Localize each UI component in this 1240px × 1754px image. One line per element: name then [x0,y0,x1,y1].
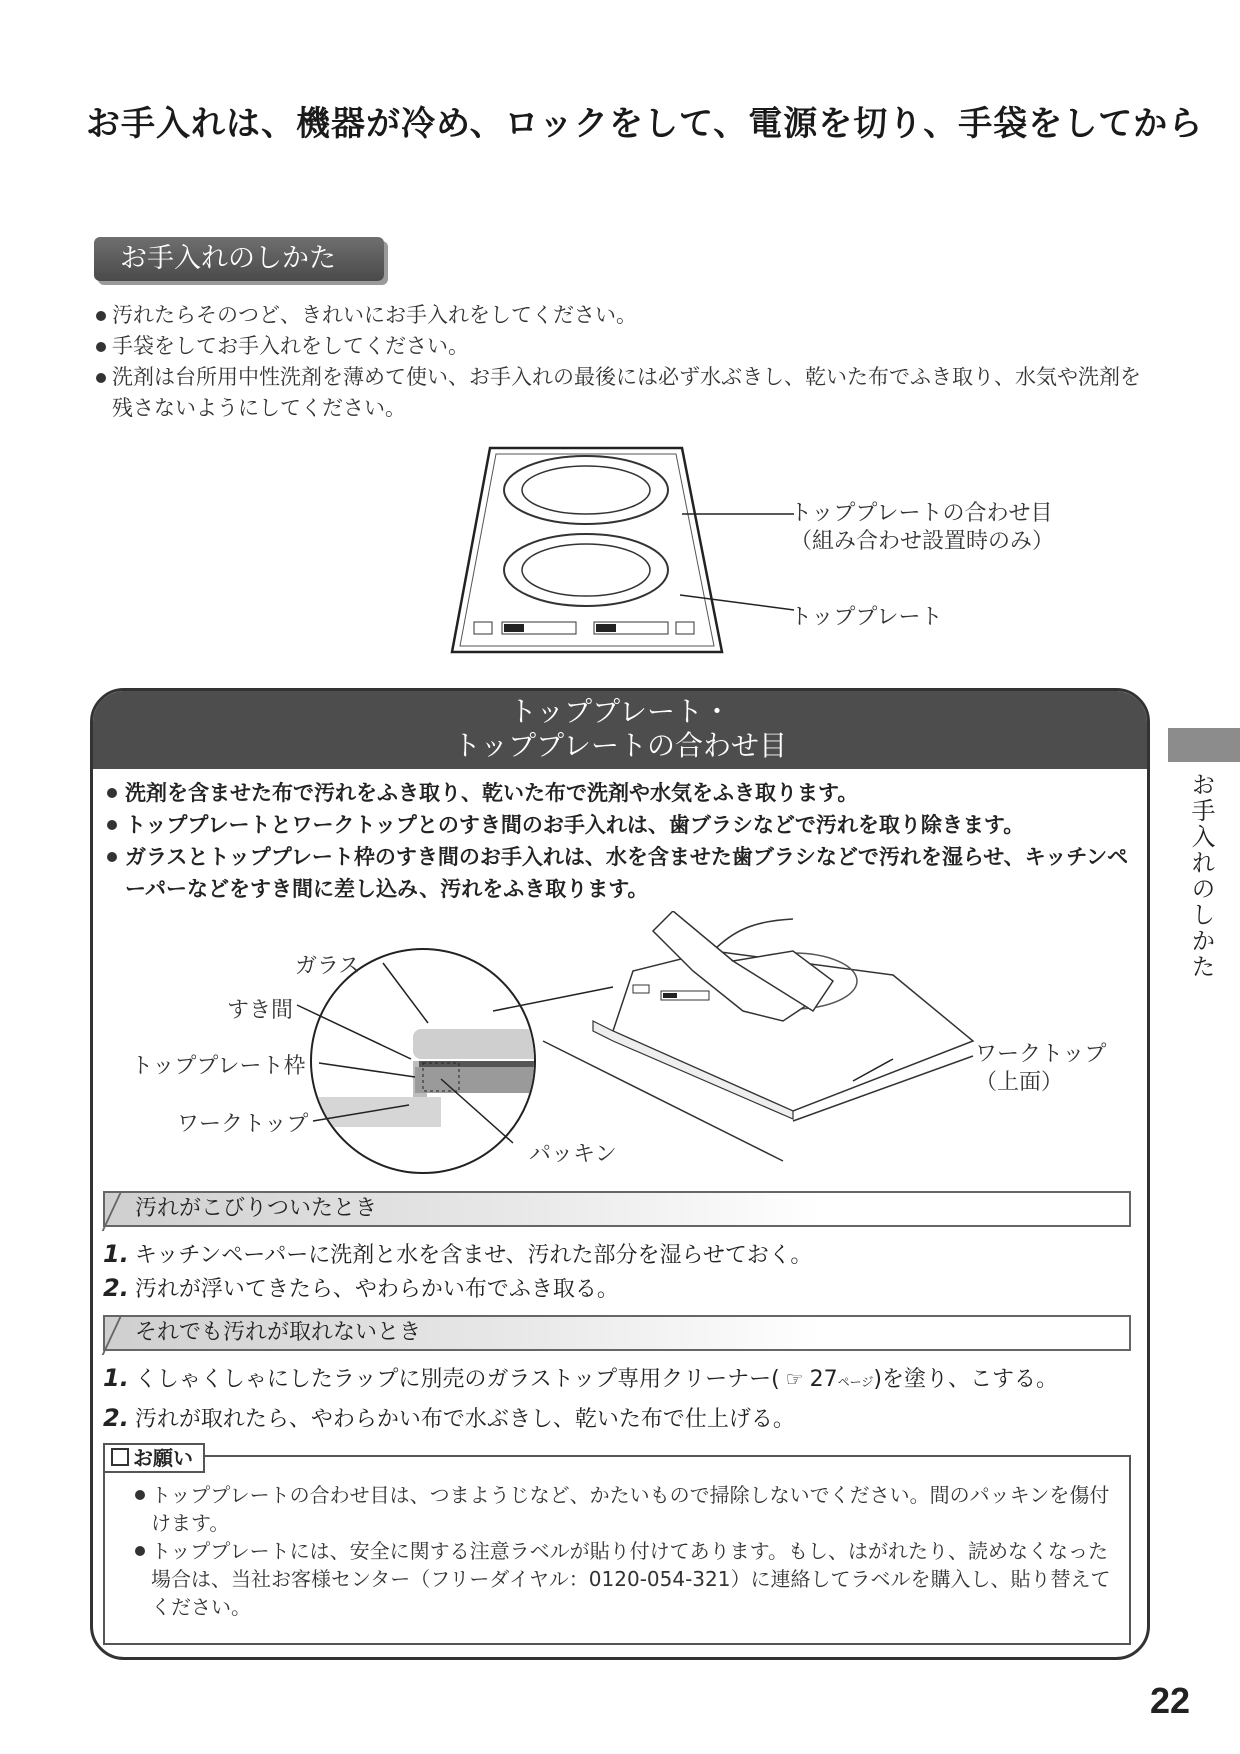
page-headline: お手入れは、機器が冷め、ロックをして、電源を切り、手袋をしてから [86,104,1204,144]
persistent-stain-header: それでも汚れが取れないとき [103,1315,1131,1351]
side-tab-text: お手入れのしかた [1187,772,1215,980]
intro-bullet-list [94,300,1154,424]
pointing-hand-icon: ☞ [785,1367,804,1391]
notice-tag [103,1443,205,1473]
box-bullet: ガラスとトッププレート枠のすき間のお手入れは、水を含ませた歯ブラシなどで汚れを湿らせ、キッチンペーパーなどをすき間に差し込み、汚れをふき取ります。 [105,841,1145,905]
care-instructions-box [90,688,1150,1660]
box-bullet: トッププレートとワークトップとのすき間のお手入れは、歯ブラシなどで汚れを取り除きます。 [105,809,1145,841]
seam-note-label: （組み合わせ設置時のみ） [790,529,1055,554]
persistent-step-1 [103,1363,1058,1397]
box-title-line1: トッププレート・ [508,695,732,728]
intro-bullet: 洗剤は台所用中性洗剤を薄めて使い、お手入れの最後には必ず水ぶきし、乾いた布でふき取り、水気や洗剤を残さないようにしてください。 [94,362,1154,424]
stain-step-2 [103,1273,619,1305]
box-bullet-list [105,777,1145,905]
box-header [93,691,1147,769]
persistent-step-2 [103,1403,795,1435]
leader-lines-top [680,500,800,620]
stain-step-1 [103,1239,812,1271]
section-title-badge: お手入れのしかた [94,237,384,281]
page-unit: ページ [837,1375,874,1389]
worktop-label: ワークトップ [177,1112,309,1137]
step-number: 2. [103,1274,129,1302]
step-text: 汚れが浮いてきたら、やわらかい布でふき取る。 [134,1277,619,1302]
seam-label: トッププレートの合わせ目 [790,501,1053,526]
step-text-end: )を塗り、こする。 [873,1367,1058,1392]
page-number: 22 [1150,1680,1191,1721]
packing-label: パッキン [529,1142,617,1167]
box-title-line2: トッププレートの合わせ目 [452,729,788,762]
plate-label: トッププレート [790,605,943,630]
notice-label: お願い [133,1446,193,1470]
glass-label: ガラス [295,954,361,979]
step-number: 2. [103,1404,129,1432]
step-number: 1. [103,1364,129,1392]
worktop-top-note: （上面） [975,1070,1064,1095]
intro-bullet: 手袋をしてお手入れをしてください。 [94,331,1154,362]
notice-icon [111,1448,129,1466]
notice-list [133,1481,1113,1621]
step-text: くしゃくしゃにしたラップに別売のガラストップ専用クリーナー( [134,1367,780,1392]
step-text: キッチンペーパーに洗剤と水を含ませ、汚れた部分を湿らせておく。 [134,1243,813,1268]
stubborn-stain-header: 汚れがこびりついたとき [103,1191,1131,1227]
frame-label: トッププレート枠 [131,1054,306,1079]
gap-label: すき間 [227,998,294,1023]
box-bullet: 洗剤を含ませた布で汚れをふき取り、乾いた布で洗剤や水気をふき取ります。 [105,777,1145,809]
step-number: 1. [103,1240,129,1268]
intro-bullet: 汚れたらそのつど、きれいにお手入れをしてください。 [94,300,1154,331]
notice-item: トッププレートの合わせ目は、つまようじなど、かたいもので掃除しないでください。間のパッキンを傷付けます。 [133,1481,1113,1537]
notice-item: トッププレートには、安全に関する注意ラベルが貼り付けてあります。もし、はがれたり、読めなくなった場合は、当社お客様センター（フリーダイヤル：0120-054-321）に連絡してラベルを購入し、貼り替えてください。 [133,1537,1113,1621]
worktop-top-label: ワークトップ [975,1042,1107,1067]
step-text: 汚れが取れたら、やわらかい布で水ぶきし、乾いた布で仕上げる。 [134,1407,795,1432]
side-tab-marker [1168,728,1240,762]
page-ref: 27 [809,1367,838,1392]
